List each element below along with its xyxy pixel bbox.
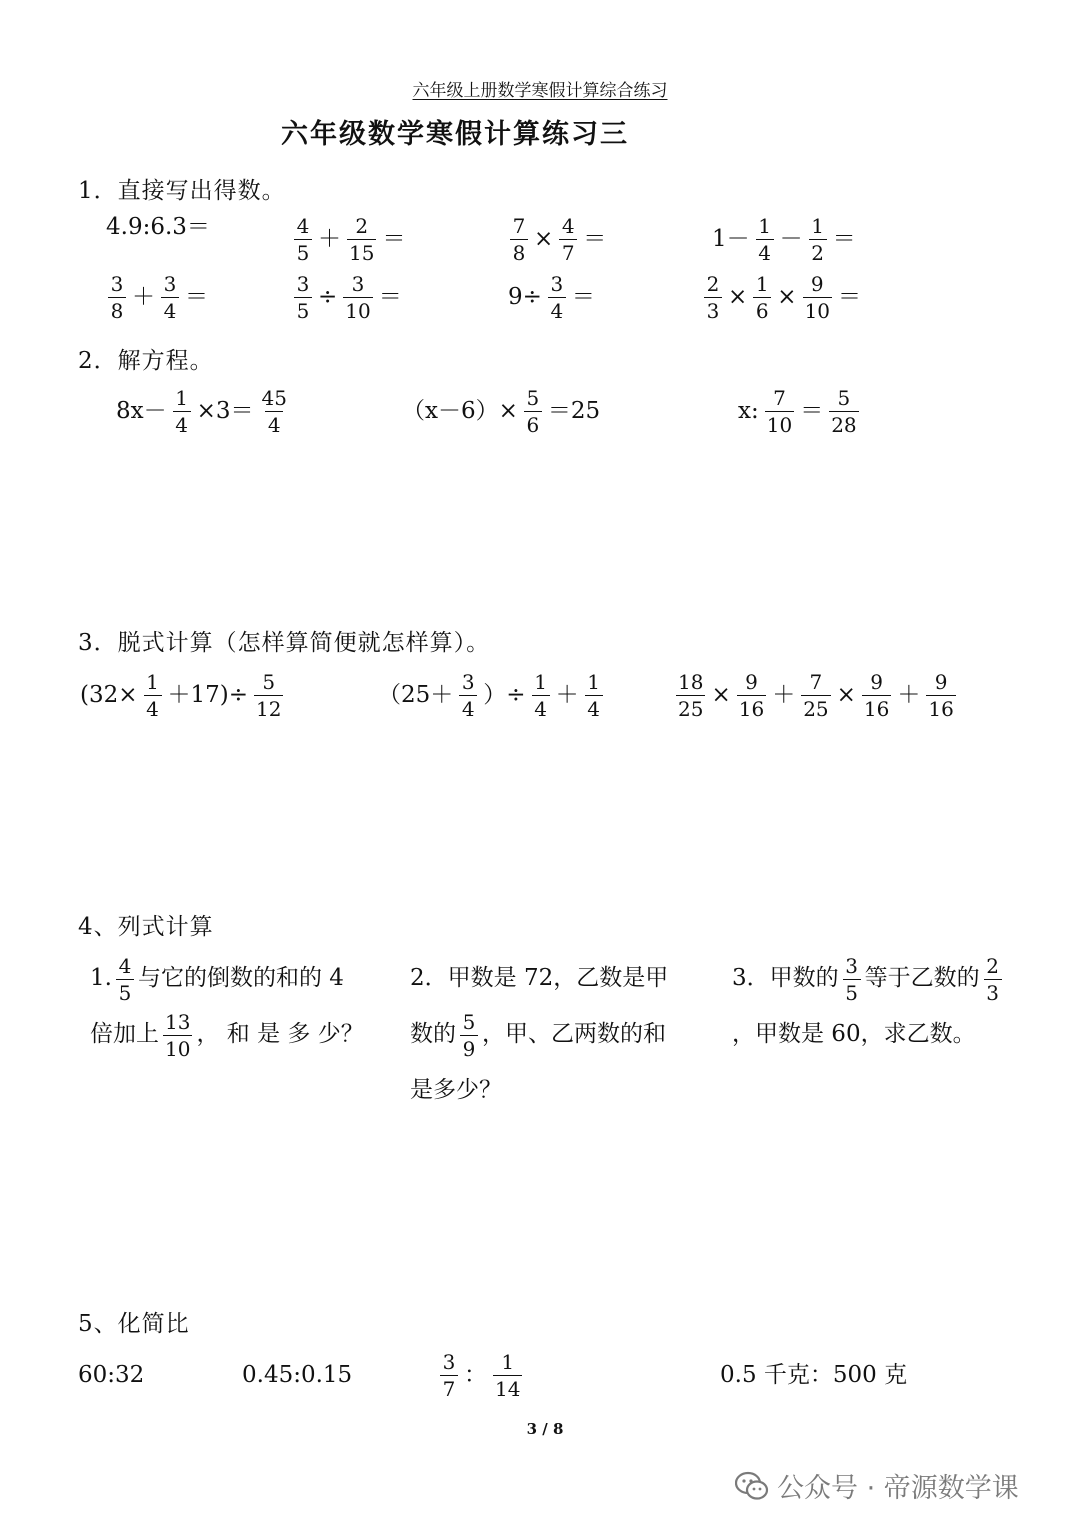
- fraction: $\frac{3}{4}$: [548, 274, 566, 321]
- fraction: $\frac{9}{16}$: [738, 670, 765, 721]
- section-2-heading: 2．解方程。: [78, 348, 214, 374]
- problem-1-8: $\frac{2}{3}$ × $\frac{1}{6}$ × $\frac{9}{10}$ ＝: [700, 274, 863, 321]
- calculation-1: (32× $\frac{1}{4}$ ＋17)÷ $\frac{5}{12}$: [80, 670, 282, 721]
- problem-1-5: $\frac{3}{8}$ ＋ $\frac{3}{4}$ ＝: [104, 274, 210, 321]
- fraction: $\frac{5}{9}$: [460, 1012, 478, 1059]
- section-3-heading: 3．脱式计算（怎样算简便就怎样算）。: [78, 630, 491, 656]
- word-problem-1: 1. $\frac{4}{5}$ 与它的倒数的和的 4 倍加上 $\frac{13}{10}$ ， 和 是 多 少？: [90, 953, 364, 1061]
- problem-1-4: 1－ $\frac{1}{4}$ － $\frac{1}{2}$ ＝: [712, 214, 856, 265]
- fraction: $\frac{4}{7}$: [559, 216, 577, 263]
- section-4-heading: 4、列式计算: [78, 914, 214, 940]
- fraction: $\frac{3}{4}$: [459, 672, 477, 719]
- fraction: $\frac{9}{10}$: [804, 272, 831, 323]
- fraction: $\frac{7}{10}$: [766, 386, 793, 437]
- watermark: [735, 1466, 1019, 1505]
- fraction: $\frac{1}{4}$: [756, 216, 774, 263]
- fraction: $\frac{7}{8}$: [510, 216, 528, 263]
- ratio-3: $\frac{3}{7}$ ： $\frac{1}{14}$: [436, 1352, 526, 1399]
- fraction: $\frac{45}{4}$: [261, 386, 287, 437]
- fraction: $\frac{1}{4}$: [173, 388, 191, 435]
- wechat-icon: [735, 1471, 769, 1501]
- page-number: 3 / 8: [526, 1420, 564, 1438]
- fraction: $\frac{1}{6}$: [753, 274, 771, 321]
- problem-1-6: $\frac{3}{5}$ ÷ $\frac{3}{10}$ ＝: [290, 274, 404, 321]
- fraction: $\frac{5}{6}$: [524, 388, 542, 435]
- problem-1-3: $\frac{7}{8}$ × $\frac{4}{7}$ ＝: [506, 216, 608, 263]
- fraction: $\frac{4}{5}$: [294, 216, 312, 263]
- word-problem-2: 2．甲数是 72，乙数是甲数的 $\frac{5}{9}$ ，甲、乙两数的和是多少？: [410, 965, 669, 1103]
- fraction: $\frac{4}{5}$: [116, 956, 134, 1003]
- problem-1-2: $\frac{4}{5}$ ＋ $\frac{2}{15}$ ＝: [290, 216, 407, 263]
- problem-1-7: 9÷ $\frac{3}{4}$ ＝: [508, 272, 595, 323]
- fraction: $\frac{1}{4}$: [144, 672, 162, 719]
- calculation-3: $\frac{18}{25}$ × $\frac{9}{16}$ ＋ $\frac{7}{25}$ × $\frac{9}{16}$ ＋ $\frac{9}{16}$: [678, 670, 954, 721]
- fraction: $\frac{3}{7}$: [440, 1352, 458, 1399]
- page-header: 六年级上册数学寒假计算综合练习: [412, 81, 668, 101]
- problem-1-1: 4.9:6.3＝: [106, 214, 210, 240]
- fraction: $\frac{5}{28}$: [831, 386, 857, 437]
- fraction: $\frac{1}{2}$: [809, 216, 827, 263]
- fraction: $\frac{1}{4}$: [532, 672, 550, 719]
- equation-2: （x－6）× $\frac{5}{6}$ ＝25: [402, 386, 601, 437]
- fraction: $\frac{2}{15}$: [349, 214, 375, 265]
- fraction: $\frac{13}{10}$: [165, 1009, 191, 1061]
- fraction: $\frac{3}{10}$: [345, 272, 371, 323]
- section-1-heading: 1．直接写出得数。: [78, 178, 286, 204]
- fraction: $\frac{2}{3}$: [704, 274, 722, 321]
- equation-1: 8x－ $\frac{1}{4}$ ×3＝ $\frac{45}{4}$: [116, 386, 287, 437]
- fraction: $\frac{18}{25}$: [678, 670, 704, 721]
- ratio-1: 60:32: [78, 1362, 145, 1388]
- fraction: $\frac{2}{3}$: [984, 956, 1002, 1003]
- word-problem-3: 3．甲数的 $\frac{3}{5}$ 等于乙数的 $\frac{2}{3}$ ，甲数是 60，求乙数。: [732, 950, 1008, 1062]
- fraction: $\frac{9}{16}$: [928, 670, 954, 721]
- fraction: $\frac{5}{12}$: [256, 670, 282, 721]
- fraction: $\frac{1}{4}$: [585, 672, 603, 719]
- fraction: $\frac{3}{8}$: [108, 274, 126, 321]
- page-title: 六年级数学寒假计算练习三: [281, 119, 629, 150]
- fraction: $\frac{3}{5}$: [843, 956, 861, 1003]
- section-5-heading: 5、化简比: [78, 1311, 190, 1337]
- ratio-2: 0.45:0.15: [242, 1362, 353, 1388]
- equation-3: x: $\frac{7}{10}$ ＝ $\frac{5}{28}$: [738, 386, 857, 437]
- fraction: $\frac{3}{5}$: [294, 274, 312, 321]
- calculation-2: （25＋ $\frac{3}{4}$ ）÷ $\frac{1}{4}$ ＋ $\frac{1}{4}$: [376, 672, 607, 719]
- fraction: $\frac{9}{16}$: [863, 670, 890, 721]
- fraction: $\frac{7}{25}$: [803, 670, 829, 721]
- watermark-text: 公众号 · 帝源数学课: [777, 1473, 1019, 1504]
- ratio-4: 0.5 千克：500 克: [720, 1362, 908, 1388]
- fraction: $\frac{3}{4}$: [161, 274, 179, 321]
- fraction: $\frac{1}{14}$: [495, 1350, 521, 1401]
